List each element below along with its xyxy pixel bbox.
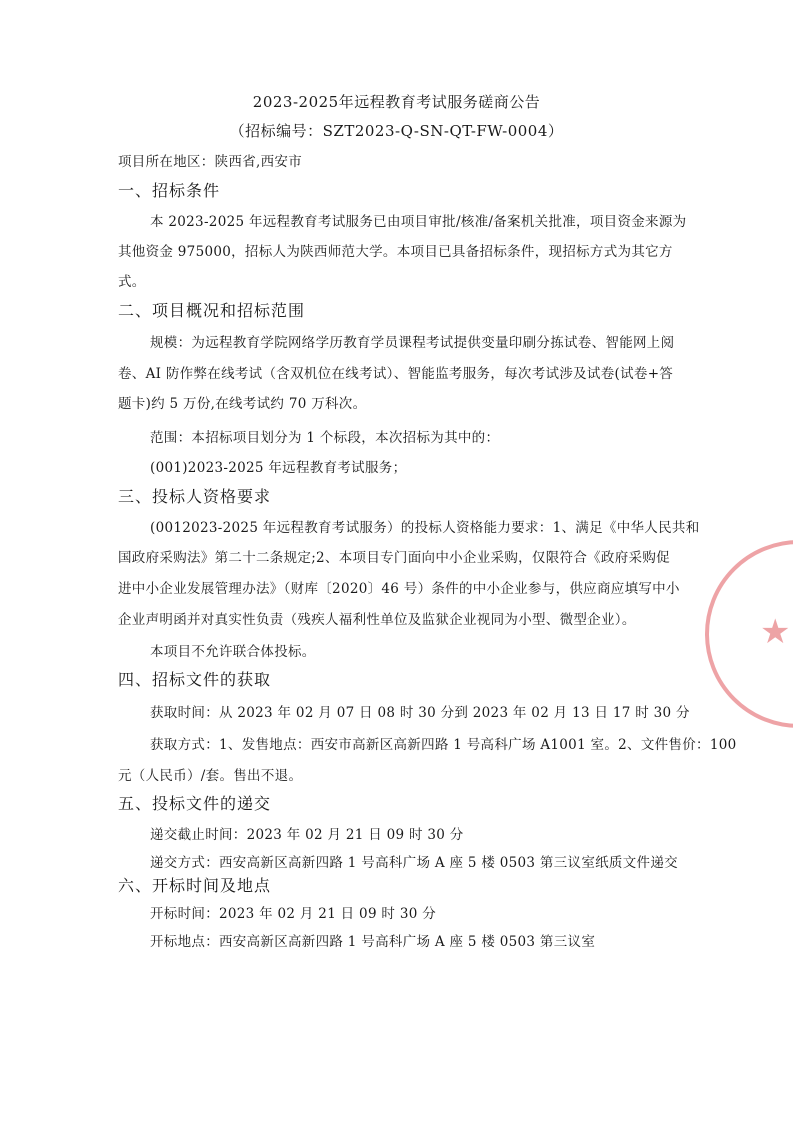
section-5-heading: 五、投标文件的递交 xyxy=(118,794,272,813)
section-2-line-1: 规模：为远程教育学院网络学历教育学员课程考试提供变量印刷分拣试卷、智能网上阅 xyxy=(150,335,675,351)
section-6-heading: 六、开标时间及地点 xyxy=(118,876,272,895)
seal-star-icon: ★ xyxy=(760,612,791,652)
section-6-line-2: 开标地点：西安高新区高新四路 1 号高科广场 A 座 5 楼 0503 第三议室 xyxy=(150,934,596,950)
section-6-line-1: 开标时间：2023 年 02 月 21 日 09 时 30 分 xyxy=(150,906,436,922)
section-3-line-2: 国政府采购法》第二十二条规定;2、本项目专门面向中小企业采购，仅限符合《政府采购促 xyxy=(118,550,670,566)
section-3-line-3: 进中小企业发展管理办法》（财库〔2020〕46 号）条件的中小企业参与，供应商应填写中小 xyxy=(118,581,680,597)
section-1-line-2: 其他资金 975000，招标人为陕西师范大学。本项目已具备招标条件，现招标方式为其它方 xyxy=(118,244,673,260)
document-title: 2023-2025年远程教育考试服务磋商公告 xyxy=(252,93,541,111)
section-3-heading: 三、投标人资格要求 xyxy=(118,487,272,506)
section-2-line-5: (001)2023-2025 年远程教育考试服务； xyxy=(150,460,407,476)
section-5-line-2: 递交方式：西安高新区高新四路 1 号高科广场 A 座 5 楼 0503 第三议室纸质文件递交 xyxy=(150,855,678,871)
section-4-line-1: 获取时间：从 2023 年 02 月 07 日 08 时 30 分到 2023 年 02 月 13 日 17 时 30 分 xyxy=(150,705,690,721)
section-2-line-4: 范围：本招标项目划分为 1 个标段，本次招标为其中的： xyxy=(150,430,500,446)
section-2-line-2: 卷、AI 防作弊在线考试（含双机位在线考试）、智能监考服务，每次考试涉及试卷(试卷+答 xyxy=(118,366,674,382)
section-5-line-1: 递交截止时间：2023 年 02 月 21 日 09 时 30 分 xyxy=(150,827,464,843)
tender-number: （招标编号：SZT2023-Q-SN-QT-FW-0004） xyxy=(229,122,564,140)
section-2-heading: 二、项目概况和招标范围 xyxy=(118,301,306,320)
section-3-line-5: 本项目不允许联合体投标。 xyxy=(150,644,316,660)
section-4-line-3: 元（人民币）/套。售出不退。 xyxy=(118,768,303,784)
section-1-line-3: 式。 xyxy=(118,274,146,290)
section-4-line-2: 获取方式：1、发售地点：西安市高新区高新四路 1 号高科广场 A1001 室。2、文件售价：100 xyxy=(150,737,737,753)
project-region: 项目所在地区：陕西省,西安市 xyxy=(118,154,302,170)
section-1-line-1: 本 2023-2025 年远程教育考试服务已由项目审批/核准/备案机关批准，项目资金来源为 xyxy=(150,214,687,230)
section-4-heading: 四、招标文件的获取 xyxy=(118,670,272,689)
section-3-line-4: 企业声明函并对真实性负责（残疾人福利性单位及监狱企业视同为小型、微型企业）。 xyxy=(118,612,636,628)
section-1-heading: 一、招标条件 xyxy=(118,181,221,200)
section-3-line-1: (0012023-2025 年远程教育考试服务）的投标人资格能力要求：1、满足《中华人民共和 xyxy=(150,520,700,536)
section-2-line-3: 题卡)约 5 万份,在线考试约 70 万科次。 xyxy=(118,396,367,412)
